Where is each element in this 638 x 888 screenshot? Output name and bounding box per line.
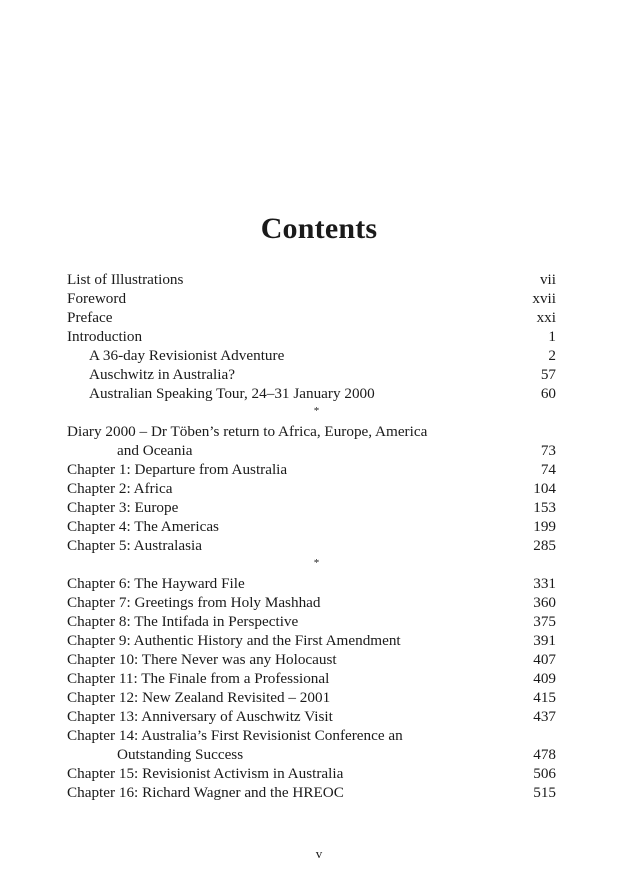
toc-entry-page: 478: [533, 746, 556, 763]
toc-entry: [67, 612, 556, 631]
toc-entry-title: Chapter 12: New Zealand Revisited – 2001: [67, 689, 331, 706]
section-separator: *: [313, 405, 320, 417]
toc-entry-title: Preface: [67, 309, 113, 326]
toc-entry-title: Chapter 13: Anniversary of Auschwitz Visit: [67, 708, 333, 725]
toc-entry-title: Chapter 10: There Never was any Holocaust: [67, 651, 337, 668]
toc-entry-title: Chapter 9: Authentic History and the First Amendment: [67, 632, 401, 649]
toc-entry: [67, 726, 556, 745]
toc-entry: [67, 346, 556, 365]
toc-entry-title: Chapter 11: The Finale from a Professional: [67, 670, 330, 687]
toc-entry-page: 515: [533, 784, 556, 801]
toc-entry-page: 506: [533, 765, 556, 782]
toc-entry: [67, 460, 556, 479]
toc-entry-page: 285: [533, 537, 556, 554]
toc-entry: [67, 308, 556, 327]
toc-entry-page: 1: [548, 328, 556, 345]
toc-entry-title: Outstanding Success: [117, 746, 244, 763]
toc-entry-title: Chapter 6: The Hayward File: [67, 575, 245, 592]
toc-entry: [67, 707, 556, 726]
toc-entry: [67, 517, 556, 536]
toc-entry-title: Chapter 8: The Intifada in Perspective: [67, 613, 299, 630]
toc-entry-title: List of Illustrations: [67, 271, 184, 288]
toc-entry: [67, 365, 556, 384]
toc-entry-title: Auschwitz in Australia?: [89, 366, 235, 383]
toc-entry-title: Introduction: [67, 328, 143, 345]
toc-entry-page: 331: [533, 575, 556, 592]
toc-entry-page: 391: [533, 632, 556, 649]
toc-entry: [67, 574, 556, 593]
toc-entry-page: 153: [533, 499, 556, 516]
toc-entry-page: 437: [533, 708, 556, 725]
table-of-contents: [67, 270, 556, 802]
toc-entry: [67, 441, 556, 460]
toc-entry: [67, 327, 556, 346]
toc-entry: [67, 593, 556, 612]
toc-entry-page: 60: [540, 385, 556, 402]
toc-entry-page: xvii: [532, 290, 556, 307]
section-separator: *: [313, 557, 320, 569]
toc-entry-title: Foreword: [67, 290, 127, 307]
toc-entry-page: 415: [533, 689, 556, 706]
toc-entry: [67, 479, 556, 498]
toc-entry-page: 375: [533, 613, 556, 630]
page-number: v: [315, 846, 323, 861]
toc-entry: [67, 745, 556, 764]
toc-entry-page: 104: [533, 480, 556, 497]
toc-entry: [67, 783, 556, 802]
toc-entry-page: xxi: [536, 309, 556, 326]
toc-entry-title: Chapter 3: Europe: [67, 499, 179, 516]
toc-entry-page: 57: [540, 366, 556, 383]
toc-entry: [67, 688, 556, 707]
toc-entry: [67, 631, 556, 650]
toc-entry: [67, 764, 556, 783]
toc-entry: [67, 669, 556, 688]
toc-entry: [67, 384, 556, 403]
toc-entry-title: Australian Speaking Tour, 24–31 January 2000: [89, 385, 375, 402]
toc-entry-title: A 36-day Revisionist Adventure: [89, 347, 285, 364]
toc-entry: [67, 498, 556, 517]
toc-entry-title: Chapter 15: Revisionist Activism in Australia: [67, 765, 344, 782]
toc-entry-title: Chapter 4: The Americas: [67, 518, 219, 535]
toc-entry: [67, 289, 556, 308]
toc-entry: [67, 536, 556, 555]
toc-entry-title: Chapter 2: Africa: [67, 480, 173, 497]
toc-entry-title: Chapter 14: Australia’s First Revisionist Conference an: [67, 727, 403, 744]
page-title: Contents: [260, 212, 378, 245]
toc-entry: [67, 270, 556, 289]
toc-entry-title: Chapter 5: Australasia: [67, 537, 202, 554]
toc-entry-title: Diary 2000 – Dr Töben’s return to Africa, Europe, America: [67, 423, 428, 440]
toc-entry-page: 2: [548, 347, 556, 364]
toc-entry-page: 407: [533, 651, 556, 668]
toc-entry-page: 74: [540, 461, 556, 478]
toc-entry-page: 409: [533, 670, 556, 687]
toc-entry-page: 199: [533, 518, 556, 535]
toc-entry: [67, 650, 556, 669]
toc-entry-page: 73: [540, 442, 556, 459]
toc-entry-title: and Oceania: [117, 442, 193, 459]
toc-entry-page: 360: [533, 594, 556, 611]
toc-entry-page: vii: [539, 271, 556, 288]
toc-entry-title: Chapter 7: Greetings from Holy Mashhad: [67, 594, 321, 611]
toc-entry: [67, 422, 556, 441]
toc-entry-title: Chapter 1: Departure from Australia: [67, 461, 288, 478]
toc-entry-title: Chapter 16: Richard Wagner and the HREOC: [67, 784, 344, 801]
